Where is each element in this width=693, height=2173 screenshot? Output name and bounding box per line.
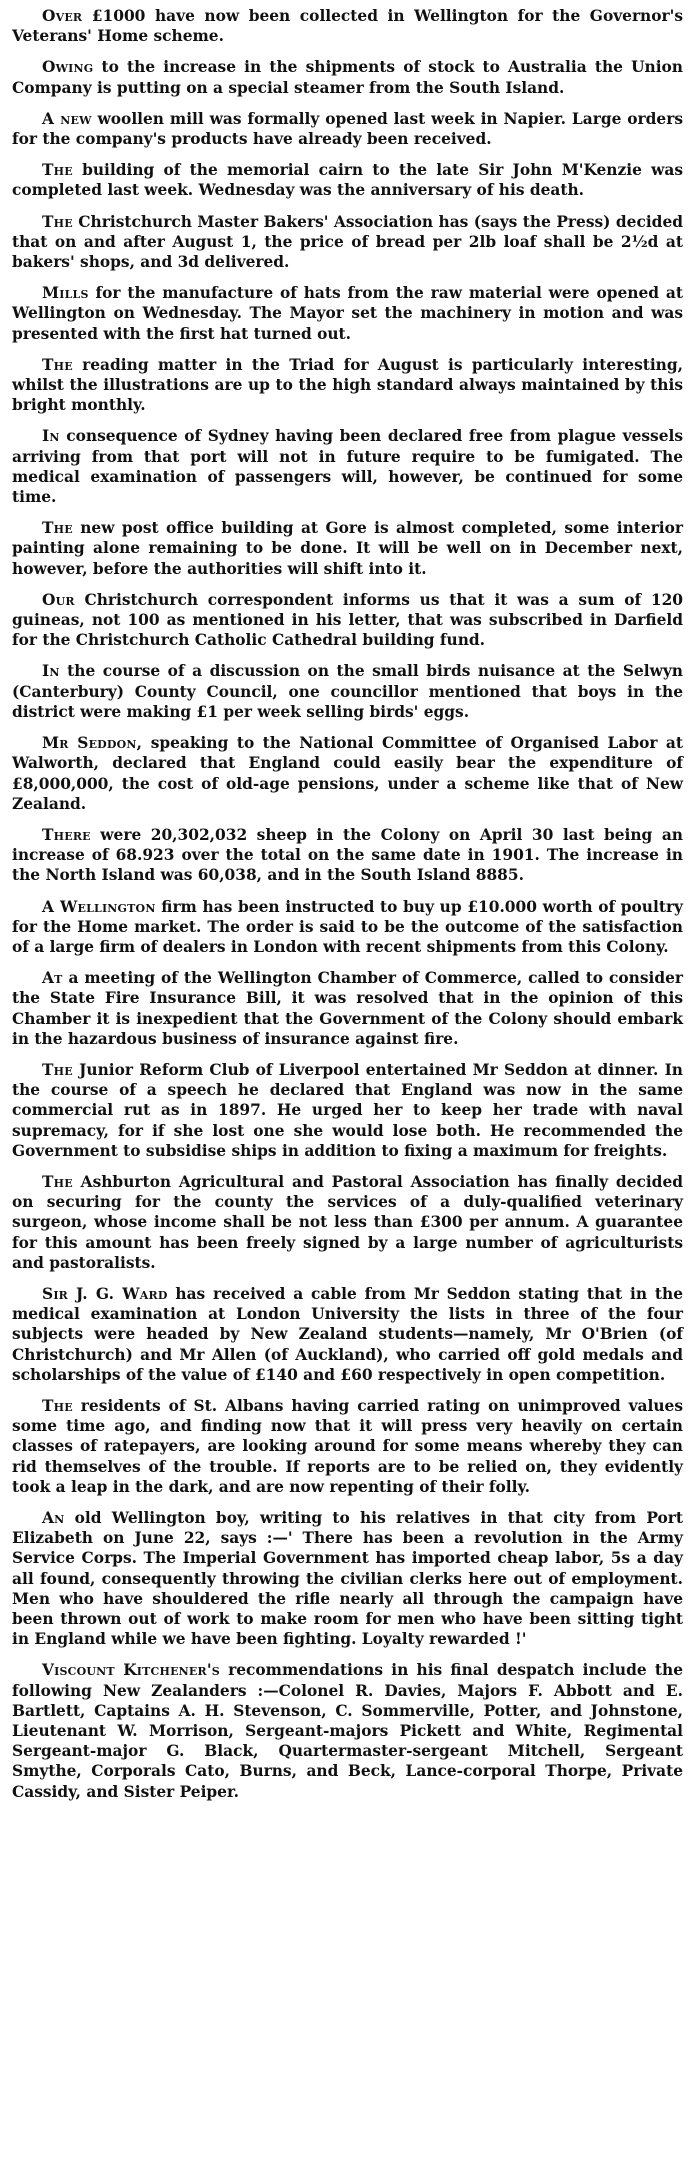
- item-text: old Wellington boy, writing to his relatives in that city from Port Elizabeth on June 22, says :—' There has been a revolution in the Army Service Corps. The Imperial Government has imported cheap labor, 5s a day all found, consequently throwing the civilian clerks here out of employment. Men who have shouldered the rifle nearly all through the campaign have been thrown out of work to make room for men who have been sitting tight in England while we have been fighting. Loyalty rewarded !': [12, 1509, 683, 1649]
- item-text: woollen mill was formally opened last week in Napier. Large orders for the company's products have already been received.: [12, 109, 683, 149]
- news-item: [12, 109, 683, 149]
- item-text: for the manufacture of hats from the raw material were opened at Wellington on Wednesday. The Mayor set the machinery in motion and was presented with the first hat turned out.: [12, 284, 683, 343]
- item-lead: Sir J. G. Ward: [42, 1284, 168, 1303]
- item-text: reading matter in the Triad for August is particularly interesting, whilst the illustrations are up to the high standard always maintained by this bright monthly.: [12, 355, 683, 415]
- item-text: were 20,302,032 sheep in the Colony on April 30 last being an increase of 68.923 over the total on the same date in 1901. The increase in the North Island was 60,038, and in the South Island 8885.: [12, 825, 683, 885]
- item-text: building of the memorial cairn to the late Sir John M'Kenzie was completed last week. Wednesday was the anniversary of his death.: [12, 161, 683, 200]
- item-text: new post office building at Gore is almost completed, some interior painting alone remaining to be done. It will be well on in December next, however, before the authorities will shift into it.: [12, 519, 683, 578]
- item-text: speaking to the National Committee of Organised Labor at Walworth, declared that England could easily bear the expenditure of £8,000,000, the cost of old-age pensions, under a scheme like that of New Zealand.: [12, 734, 684, 813]
- news-item: [12, 733, 683, 814]
- item-lead: The: [42, 212, 73, 231]
- item-lead: Our: [42, 590, 75, 609]
- item-text: Christchurch correspondent informs us that it was a sum of 120 guineas, not 100 as mentioned in his letter, that was subscribed in Darfield for the Christchurch Catholic Cathedral building fund.: [12, 590, 683, 650]
- item-lead: A Wellington: [42, 897, 156, 916]
- item-text: consequence of Sydney having been declared free from plague vessels arriving from that port will not in future require to be fumigated. The medical examination of passengers will, however, be continued for some time.: [12, 427, 683, 507]
- news-item: [12, 590, 683, 651]
- item-lead: Mills: [42, 284, 89, 303]
- item-text: Junior Reform Club of Liverpool entertained Mr Seddon at dinner. In the course of a speech he declared that England was now in the same commercial rut as in 1897. He urged her to keep her trade with naval supremacy, for if she lost one she would lose both. He recommended the Government to subsidise ships in addition to fixing a maximum for freights.: [12, 1060, 683, 1160]
- item-text: £1000 have now been collected in Wellington for the Governor's Veterans' Home scheme.: [12, 7, 683, 46]
- item-text: the course of a discussion on the small birds nuisance at the Selwyn (Canterbury) County Council, one councillor mentioned that boys in the district were making £1 per week selling birds' eggs.: [12, 662, 683, 721]
- item-lead: Mr Seddon,: [42, 734, 143, 753]
- item-lead: An: [42, 1509, 65, 1527]
- news-item: [12, 1396, 683, 1497]
- item-lead: Viscount Kitchener's: [42, 1661, 220, 1680]
- news-item: [12, 1060, 683, 1161]
- item-lead: The: [42, 519, 73, 538]
- item-lead: At: [42, 969, 63, 988]
- news-item: [12, 1660, 683, 1801]
- item-text: firm has been instructed to buy up £10.000 worth of poultry for the Home market. The order is said to be the outcome of the satisfaction of a large firm of dealers in London with recent shipments from this Colony.: [12, 897, 683, 956]
- item-text: residents of St. Albans having carried rating on unimproved values some time ago, and finding now that it will press very heavily on certain classes of ratepayers, are looking around for some means whereby they can rid themselves of the trouble. If reports are to be relied on, they evidently took a leap in the dark, and are now repenting of their folly.: [12, 1396, 683, 1496]
- item-lead: Owing: [42, 58, 94, 77]
- item-lead: The: [42, 1060, 73, 1079]
- news-item: [12, 6, 683, 46]
- item-text: has received a cable from Mr Seddon stating that in the medical examination at London University the lists in three of the four subjects were headed by New Zealand students—namely, Mr O'Brien (of Christchurch) and Mr Allen (of Auckland), who carried off gold medals and scholarships of the value of £140 and £60 respectively in open competition.: [12, 1284, 683, 1384]
- news-item: [12, 212, 683, 273]
- item-text: to the increase in the shipments of stock to Australia the Union Company is putting on a special steamer from the South Island.: [12, 58, 683, 97]
- item-lead: A new: [42, 109, 92, 128]
- item-lead: In: [42, 427, 60, 446]
- item-lead: The: [42, 1396, 73, 1415]
- item-lead: Over: [42, 7, 83, 25]
- news-item: [12, 1284, 683, 1385]
- item-text: Christchurch Master Bakers' Association has (says the Press) decided that on and after August 1, the price of bread per 2lb loaf shall be 2½d at bakers' shops, and 3d delivered.: [12, 212, 683, 272]
- news-item: [12, 426, 683, 507]
- news-item: [12, 968, 683, 1049]
- item-lead: The: [42, 355, 73, 374]
- item-lead: There: [42, 825, 91, 844]
- news-item: [12, 1508, 683, 1649]
- item-text: a meeting of the Wellington Chamber of Commerce, called to consider the State Fire Insurance Bill, it was resolved that in the opinion of this Chamber it is inexpedient that the Government of the Colony should embark in the hazardous business of insurance against fire.: [12, 969, 683, 1048]
- news-item: [12, 661, 683, 722]
- news-item: [12, 283, 683, 344]
- item-lead: The: [42, 161, 73, 180]
- news-item: [12, 355, 683, 416]
- news-item: [12, 160, 683, 200]
- item-lead: The: [42, 1172, 73, 1191]
- item-lead: In: [42, 662, 60, 681]
- news-item: [12, 518, 683, 579]
- item-text: Ashburton Agricultural and Pastoral Association has finally decided on securing for the county the services of a duly-qualified veterinary surgeon, whose income shall be not less than £300 per annum. A guarantee for this amount has been freely signed by a large number of agriculturists and pastoralists.: [12, 1172, 683, 1272]
- news-item: [12, 1172, 683, 1273]
- item-text: recommendations in his final despatch include the following New Zealanders :—Colonel R. Davies, Majors F. Abbott and E. Bartlett, Captains A. H. Stevenson, C. Sommerville, Potter, and Johnstone, Lieutenant W. Morrison, Sergeant-majors Pickett and White, Regimental Sergeant-major G. Black, Quartermaster-sergeant Mitchell, Sergeant Smythe, Corporals Cato, Burns, and Beck, Lance-corporal Thorpe, Private Cassidy, and Sister Peiper.: [12, 1661, 683, 1801]
- news-item: [12, 57, 683, 97]
- news-item: [12, 897, 683, 958]
- news-item: [12, 825, 683, 886]
